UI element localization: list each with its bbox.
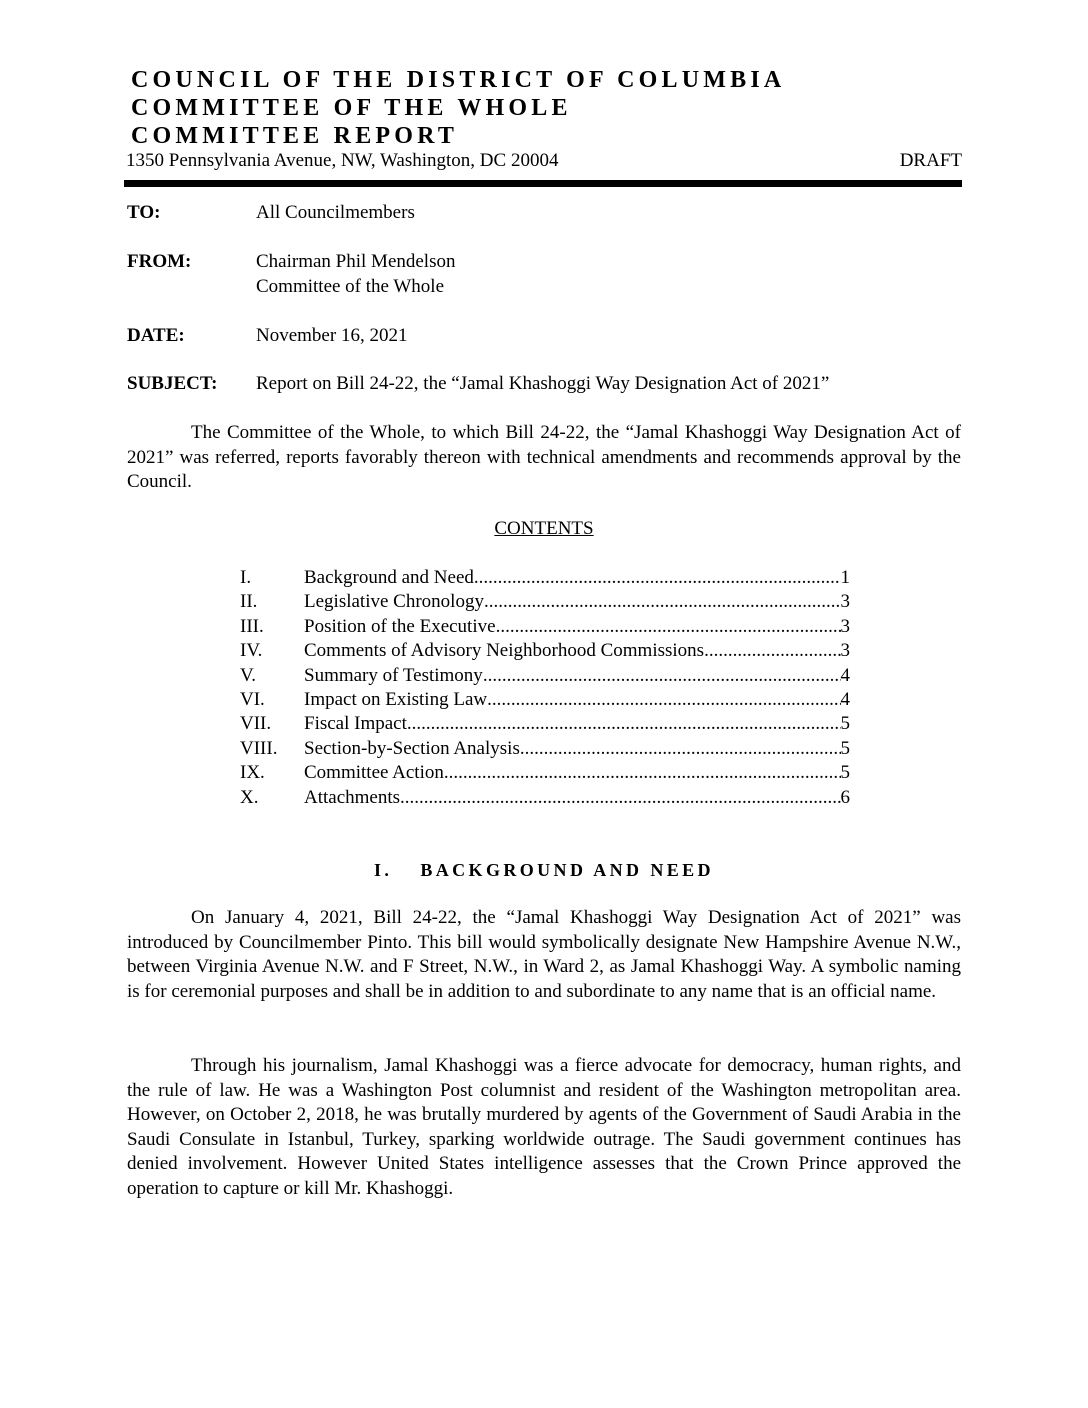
toc-entry-number: II. xyxy=(240,591,258,613)
toc-entry-title: Committee Action xyxy=(304,762,444,784)
toc-entry-page: 1 xyxy=(840,567,850,588)
section-title: BACKGROUND AND NEED xyxy=(420,860,714,880)
toc-entry xyxy=(240,639,850,663)
toc-entry-page: 4 xyxy=(840,664,850,686)
toc-entry-line xyxy=(304,615,850,639)
draft-label: DRAFT xyxy=(899,150,962,171)
toc-entry-number: IV. xyxy=(240,640,263,662)
to-value: All Councilmembers xyxy=(256,202,415,223)
toc-entry xyxy=(240,664,850,688)
toc-entry-number: IX. xyxy=(240,762,265,784)
toc-entry-number: I. xyxy=(240,567,252,588)
toc-entry xyxy=(240,688,850,712)
toc-entry-page: 5 xyxy=(840,713,850,735)
from-label: FROM: xyxy=(127,251,192,272)
toc-entry-title: Background and Need xyxy=(304,567,474,588)
background-text-2: Through his journalism, Jamal Khashoggi was a fierce advocate for democracy, human rights, and the rule of law. He was a Washington Post columnist and resident of the Washington metropolitan area. However, on October 2, 2018, he was brutally murdered by agents of the Government of Saudi Arabia in the Saudi Consulate in Istanbul, Turkey, sparking worldwide outrage. The Saudi government continues has denied involvement. However United States intelligence assesses that the Crown Prince approved the operation to capture or kill Mr. Khashoggi. xyxy=(127,1055,961,1199)
background-text-1: On January 4, 2021, Bill 24-22, the “Jamal Khashoggi Way Designation Act of 2021” was introduced by Councilmember Pinto. This bill would symbolically designate New Hampshire Avenue N.W., between Virginia Avenue N.W. and F Street, N.W., in Ward 2, as Jamal Khashoggi Way. A symbolic naming is for ceremonial purposes and shall be in addition to and subordinate to any name that is an official name. xyxy=(127,907,961,1002)
toc-entry-number: V. xyxy=(240,664,257,686)
header-council: COUNCIL OF THE DISTRICT OF COLUMBIA xyxy=(131,67,786,93)
toc-entry-line xyxy=(304,639,850,663)
background-paragraph-2 xyxy=(127,1054,961,1202)
toc-entry-number: X. xyxy=(240,786,259,808)
toc-entry xyxy=(240,615,850,639)
toc-entry-title: Legislative Chronology xyxy=(304,591,484,613)
toc-entry-page: 5 xyxy=(840,737,850,759)
toc-leader-dots xyxy=(400,786,840,810)
toc-entry-line xyxy=(304,566,850,590)
intro-text: The Committee of the Whole, to which Bill 24-22, the “Jamal Khashoggi Way Designation Act of 2021” was referred, reports favorably thereon with technical amendments and recommends approval by the Council. xyxy=(127,422,961,493)
toc-entry-number: III. xyxy=(240,615,264,637)
section-heading xyxy=(0,860,1088,881)
toc-entry-line xyxy=(304,688,850,712)
contents-title: CONTENTS xyxy=(494,518,594,539)
toc-entry-title: Fiscal Impact xyxy=(304,713,407,735)
toc-entry-number: VII. xyxy=(240,713,272,735)
toc-entry xyxy=(240,566,850,590)
from-value-committee: Committee of the Whole xyxy=(256,276,445,297)
header-rule xyxy=(124,180,962,187)
toc-entry-page: 3 xyxy=(840,615,850,637)
to-label: TO: xyxy=(127,202,161,223)
toc-entry-line xyxy=(304,761,850,785)
toc-entry-title: Impact on Existing Law xyxy=(304,688,488,710)
toc-leader-dots xyxy=(520,737,841,761)
toc-entry-page: 6 xyxy=(840,786,850,808)
toc-leader-dots xyxy=(407,712,841,736)
toc-entry xyxy=(240,737,850,761)
toc-entry-title: Section-by-Section Analysis xyxy=(304,737,520,759)
header-report: COMMITTEE REPORT xyxy=(131,123,459,149)
toc-entry-title: Attachments xyxy=(304,786,401,808)
intro-paragraph xyxy=(127,421,961,495)
toc-leader-dots xyxy=(704,639,840,663)
toc-entry-number: VI. xyxy=(240,688,265,710)
toc-entry-title: Comments of Advisory Neighborhood Commissions xyxy=(304,640,705,662)
subject-value: Report on Bill 24-22, the “Jamal Khashoggi Way Designation Act of 2021” xyxy=(256,373,830,394)
toc-entry-page: 3 xyxy=(840,640,850,662)
toc-leader-dots xyxy=(484,590,841,614)
toc-entry-line xyxy=(304,737,850,761)
header-address: 1350 Pennsylvania Avenue, NW, Washington, DC 20004 xyxy=(126,150,559,171)
toc-entry-page: 4 xyxy=(840,688,850,710)
toc-entry-line xyxy=(304,712,850,736)
toc-entry-line xyxy=(304,664,850,688)
from-value-name: Chairman Phil Mendelson xyxy=(256,251,456,272)
toc-entry-page: 5 xyxy=(840,762,850,784)
toc-entry-title: Position of the Executive xyxy=(304,615,496,637)
toc-leader-dots xyxy=(444,761,841,785)
toc-entry xyxy=(240,590,850,614)
table-of-contents xyxy=(240,566,850,810)
toc-entry-line xyxy=(304,786,850,810)
date-value: November 16, 2021 xyxy=(256,325,408,346)
toc-entry-number: VIII. xyxy=(240,737,278,759)
toc-leader-dots xyxy=(487,688,840,712)
background-paragraph-1 xyxy=(127,906,961,1004)
toc-entry xyxy=(240,786,850,810)
header-committee: COMMITTEE OF THE WHOLE xyxy=(131,95,572,121)
section-number: I. xyxy=(374,860,393,880)
toc-entry xyxy=(240,761,850,785)
toc-entry-line xyxy=(304,590,850,614)
toc-leader-dots xyxy=(474,566,841,590)
toc-entry-page: 3 xyxy=(840,591,850,613)
date-label: DATE: xyxy=(127,325,185,346)
toc-leader-dots xyxy=(496,615,841,639)
toc-entry-title: Summary of Testimony xyxy=(304,664,483,686)
toc-entry xyxy=(240,712,850,736)
subject-label: SUBJECT: xyxy=(127,373,218,394)
toc-leader-dots xyxy=(483,664,841,688)
